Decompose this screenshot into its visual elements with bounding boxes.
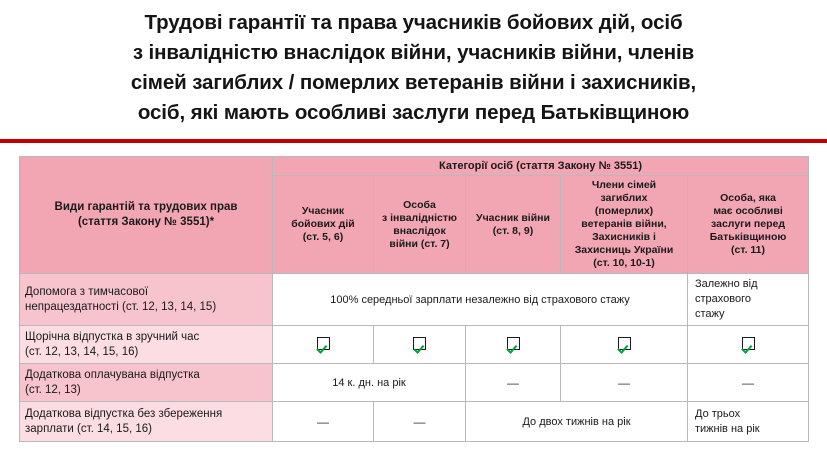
column-header-line: війни (ст. 7) <box>389 237 450 250</box>
guarantees-table-container <box>0 143 827 442</box>
title-line-4: осіб, які мають особливі заслуги перед Батьківщиною <box>137 101 690 124</box>
cell-incapacity-100-percent: 100% середньої зарплати незалежно від страхового стажу <box>273 274 688 326</box>
cell-paid-leave-war-participant: — <box>466 364 561 402</box>
cell-annual-leave-combatant <box>273 326 374 364</box>
cell-unpaid-leave-two-weeks: До двох тижнів на рік <box>466 402 688 442</box>
column-header-line: Учасник <box>301 205 345 217</box>
column-header-line: Захисниць України <box>574 244 674 256</box>
column-header-combatant <box>273 176 374 274</box>
column-header-war-participant <box>466 176 561 274</box>
cell-incapacity-depends-on-insurance <box>688 274 809 326</box>
row-label-additional-paid-leave <box>20 364 273 402</box>
table-row <box>20 326 809 364</box>
cell-annual-leave-special-merits <box>688 326 809 364</box>
column-header-line: загиблих <box>600 192 648 204</box>
cell-line: тижнів на рік <box>695 422 760 435</box>
column-header-line: ветеранів війни, <box>581 218 667 230</box>
table-row <box>20 274 809 326</box>
title-line-1: Трудові гарантії та права учасників бойових дій, осіб <box>144 11 683 34</box>
checkmark-icon <box>413 337 426 350</box>
page-title <box>0 0 827 128</box>
row-label-line: Додаткова відпустка без збереження <box>25 407 223 420</box>
row-label-line: Додаткова оплачувана відпустка <box>25 368 200 381</box>
column-header-line: має особливі <box>713 205 783 217</box>
cell-unpaid-leave-combatant: — <box>273 402 374 442</box>
title-line-2: з інвалідністю внаслідок війни, учасників війни, членів <box>132 41 695 64</box>
cell-annual-leave-family-of-fallen <box>561 326 688 364</box>
cell-paid-leave-special-merits: — <box>688 364 809 402</box>
title-line-3: сімей загиблих / померлих ветеранів війни і захисників, <box>130 71 697 94</box>
column-header-line: Особа <box>403 198 436 211</box>
column-header-line: Особа, яка <box>720 192 776 204</box>
table-row <box>20 402 809 442</box>
corner-header-line-2: (стаття Закону № 3551)* <box>77 216 215 228</box>
column-header-family-of-fallen <box>561 176 688 274</box>
group-header-cell: Категорії осіб (стаття Закону № 3551) <box>273 157 809 176</box>
column-header-line: заслуги перед <box>711 218 786 230</box>
cell-paid-leave-14-days: 14 к. дн. на рік <box>273 364 466 402</box>
cell-unpaid-leave-war-disability: — <box>374 402 466 442</box>
table-header-row-group <box>20 157 809 176</box>
guarantees-table <box>19 156 809 442</box>
column-header-line: (ст. 8, 9) <box>492 224 534 237</box>
column-header-line: Члени сімей <box>591 179 657 191</box>
corner-header-line-1: Види гарантій та трудових прав <box>54 201 238 213</box>
corner-header-cell <box>20 157 273 274</box>
column-header-special-merits <box>688 176 809 274</box>
row-label-line: (ст. 12, 13, 14, 15, 16) <box>25 345 139 358</box>
column-header-war-disability <box>374 176 466 274</box>
checkmark-icon <box>618 337 631 350</box>
row-label-line: (ст. 12, 13) <box>25 383 81 396</box>
column-header-line: Батьківщиною <box>709 231 787 243</box>
cell-line: Залежно від <box>695 278 758 290</box>
row-label-unpaid-leave <box>20 402 273 442</box>
cell-annual-leave-war-disability <box>374 326 466 364</box>
column-header-line: Захисників і <box>592 231 656 243</box>
checkmark-icon <box>507 337 520 350</box>
row-label-line: непрацездатності (ст. 12, 13, 14, 15) <box>25 300 217 313</box>
cell-line: стажу <box>695 308 725 320</box>
column-header-line: (ст. 11) <box>731 244 766 256</box>
checkmark-icon <box>742 337 755 350</box>
cell-line: страхового <box>695 293 751 305</box>
column-header-line: з інвалідністю <box>381 211 457 224</box>
row-label-line: Допомога з тимчасової <box>25 285 149 298</box>
cell-annual-leave-war-participant <box>466 326 561 364</box>
cell-unpaid-leave-three-weeks <box>688 402 809 442</box>
column-header-line: (померлих) <box>594 205 654 217</box>
cell-line: До трьох <box>695 407 741 420</box>
column-header-line: бойових дій <box>291 218 355 230</box>
row-label-line: зарплати (ст. 14, 15, 16) <box>25 422 152 435</box>
column-header-line: (ст. 5, 6) <box>302 231 344 243</box>
column-header-line: внаслідок <box>393 224 446 237</box>
row-label-line: Щорічна відпустка в зручний час <box>25 330 200 343</box>
column-header-line: (ст. 10, 10-1) <box>593 257 655 269</box>
table-row <box>20 364 809 402</box>
checkmark-icon <box>317 337 330 350</box>
row-label-annual-leave-convenient-time <box>20 326 273 364</box>
cell-paid-leave-family-of-fallen: — <box>561 364 688 402</box>
row-label-temporary-incapacity-aid <box>20 274 273 326</box>
column-header-line: Учасник війни <box>476 211 550 224</box>
